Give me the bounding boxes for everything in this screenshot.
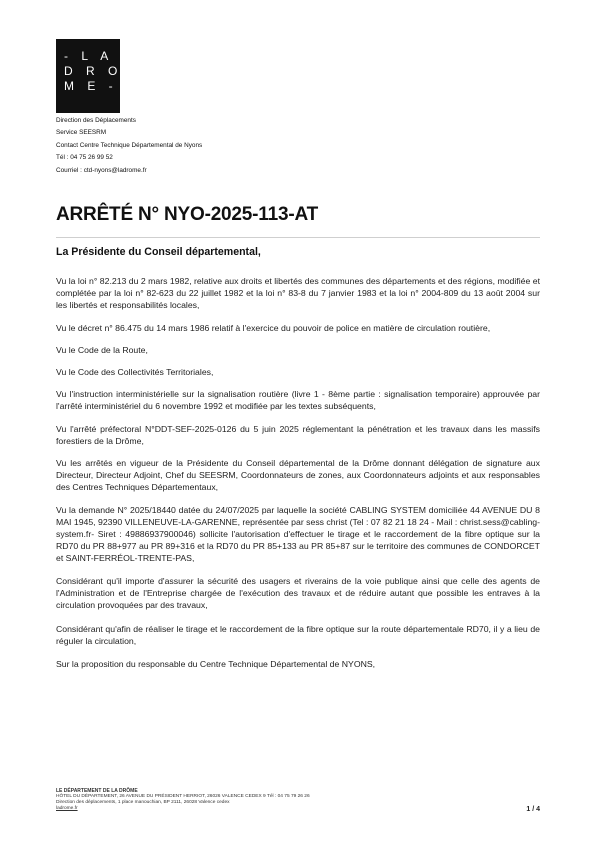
paragraph: Considérant qu'il importe d'assurer la sécurité des usagers et riverains de la voie publique ainsi que celle des agents de l'Administration et de l'Entreprise chargée de l'exécution des travaux et de réduire autant que possible les entraves à la circulation provoquées par des travaux, [56, 575, 540, 611]
logo-line: - L A [64, 49, 114, 63]
president-heading: La Présidente du Conseil départemental, [56, 246, 261, 258]
contact-phone: Tél : 04 75 26 99 52 [56, 154, 113, 162]
paragraph: Sur la proposition du responsable du Centre Technique Départemental de NYONS, [56, 658, 376, 669]
arrete-title: ARRÊTÉ N° NYO-2025-113-AT [56, 204, 318, 225]
footer-website-link[interactable]: ladrome.fr [56, 806, 78, 811]
paragraph: Considérant qu'afin de réaliser le tirage et le raccordement de la fibre optique sur la route départementale RD70, il y a lieu de réguler la circulation, [56, 624, 540, 647]
paragraph: Vu l'arrêté préfectoral N°DDT-SEF-2025-0126 du 5 juin 2025 réglementant la pénétration et les travaux dans les massifs forestiers de la Drôme, [56, 423, 540, 446]
title-divider [56, 237, 540, 238]
logo-line: D R O [64, 64, 123, 78]
page-footer [56, 788, 540, 812]
paragraph: Vu le décret n° 86.475 du 14 mars 1986 relatif à l'exercice du pouvoir de police en matière de circulation routière, [56, 322, 491, 333]
paragraph: Vu le Code des Collectivités Territoriales, [56, 367, 214, 378]
logo-line: M E - [64, 79, 118, 93]
contact-center: Contact Centre Technique Départemental de Nyons [56, 141, 203, 149]
paragraph: Vu les arrêtés en vigueur de la Présidente du Conseil départemental de la Drôme donnant délégation de signature aux Directeur, Directeur Adjoint, Chef du SEESRM, Coordonnateurs de zones, aux Coordonnateurs adjoints et aux responsables des Centres Techniques Départementaux, [56, 458, 540, 493]
contact-service: Service SEESRM [56, 129, 107, 137]
contact-direction: Direction des Déplacements [56, 117, 136, 124]
paragraph: Vu l'instruction interministérielle sur la signalisation routière (livre 1 - 8ème partie : signalisation temporaire) approuvée par l'arrêté interministériel du 6 novembre 1992 et modifiée par les textes subséquents, [56, 389, 540, 412]
document-body [56, 275, 540, 680]
ladrome-logo [56, 39, 123, 113]
page-number: 1 / 4 [526, 806, 540, 813]
footer-secondary-address: Direction des déplacements, 1 place manouchian, BP 2111, 26028 Valence cedex [56, 800, 230, 805]
paragraph: Vu le Code de la Route, [56, 344, 148, 355]
contact-block [56, 115, 202, 177]
footer-address: HÔTEL DU DÉPARTEMENT, 26 AVENUE DU PRÉSIDENT HERRIOT, 26026 VALENCE CEDEX 9 Tél : 04 75 79 26 26 [56, 794, 310, 799]
paragraph: Vu la demande N° 2025/18440 datée du 24/07/2025 par laquelle la société CABLING SYSTEM domiciliée 44 AVENUE DU 8 MAI 1945, 92390 VILLENEUVE-LA-GARENNE, représentée par sess christ (Tel : 07 82 21 18 24 - Mail : christ.sess@cabling-system.fr- Siret : 49886937900046) sollicite l'autorisation d'effectuer le tirage et le raccordement de la fibre optique sur la RD70 du PR 88+977 au PR 89+316 et la RD70 du PR 85+133 au PR 85+87 sur le territoire des communes de CONDORCET et SAINT-FERRÉOL-TRENTE-PAS, [56, 504, 540, 564]
paragraph: Vu la loi n° 82.213 du 2 mars 1982, relative aux droits et libertés des communes des départements et des régions, modifiée et complétée par la loi n° 82-623 du 22 juillet 1982 et la loi n° 83-8 du 7 janvier 1983 et la loi n° 2004-809 du 13 août 2004 sur les libertés et responsabilités locales, [56, 276, 540, 311]
contact-email: Courriel : ctd-nyons@ladrome.fr [56, 166, 147, 174]
footer-title: LE DÉPARTEMENT DE LA DRÔME [56, 788, 138, 794]
